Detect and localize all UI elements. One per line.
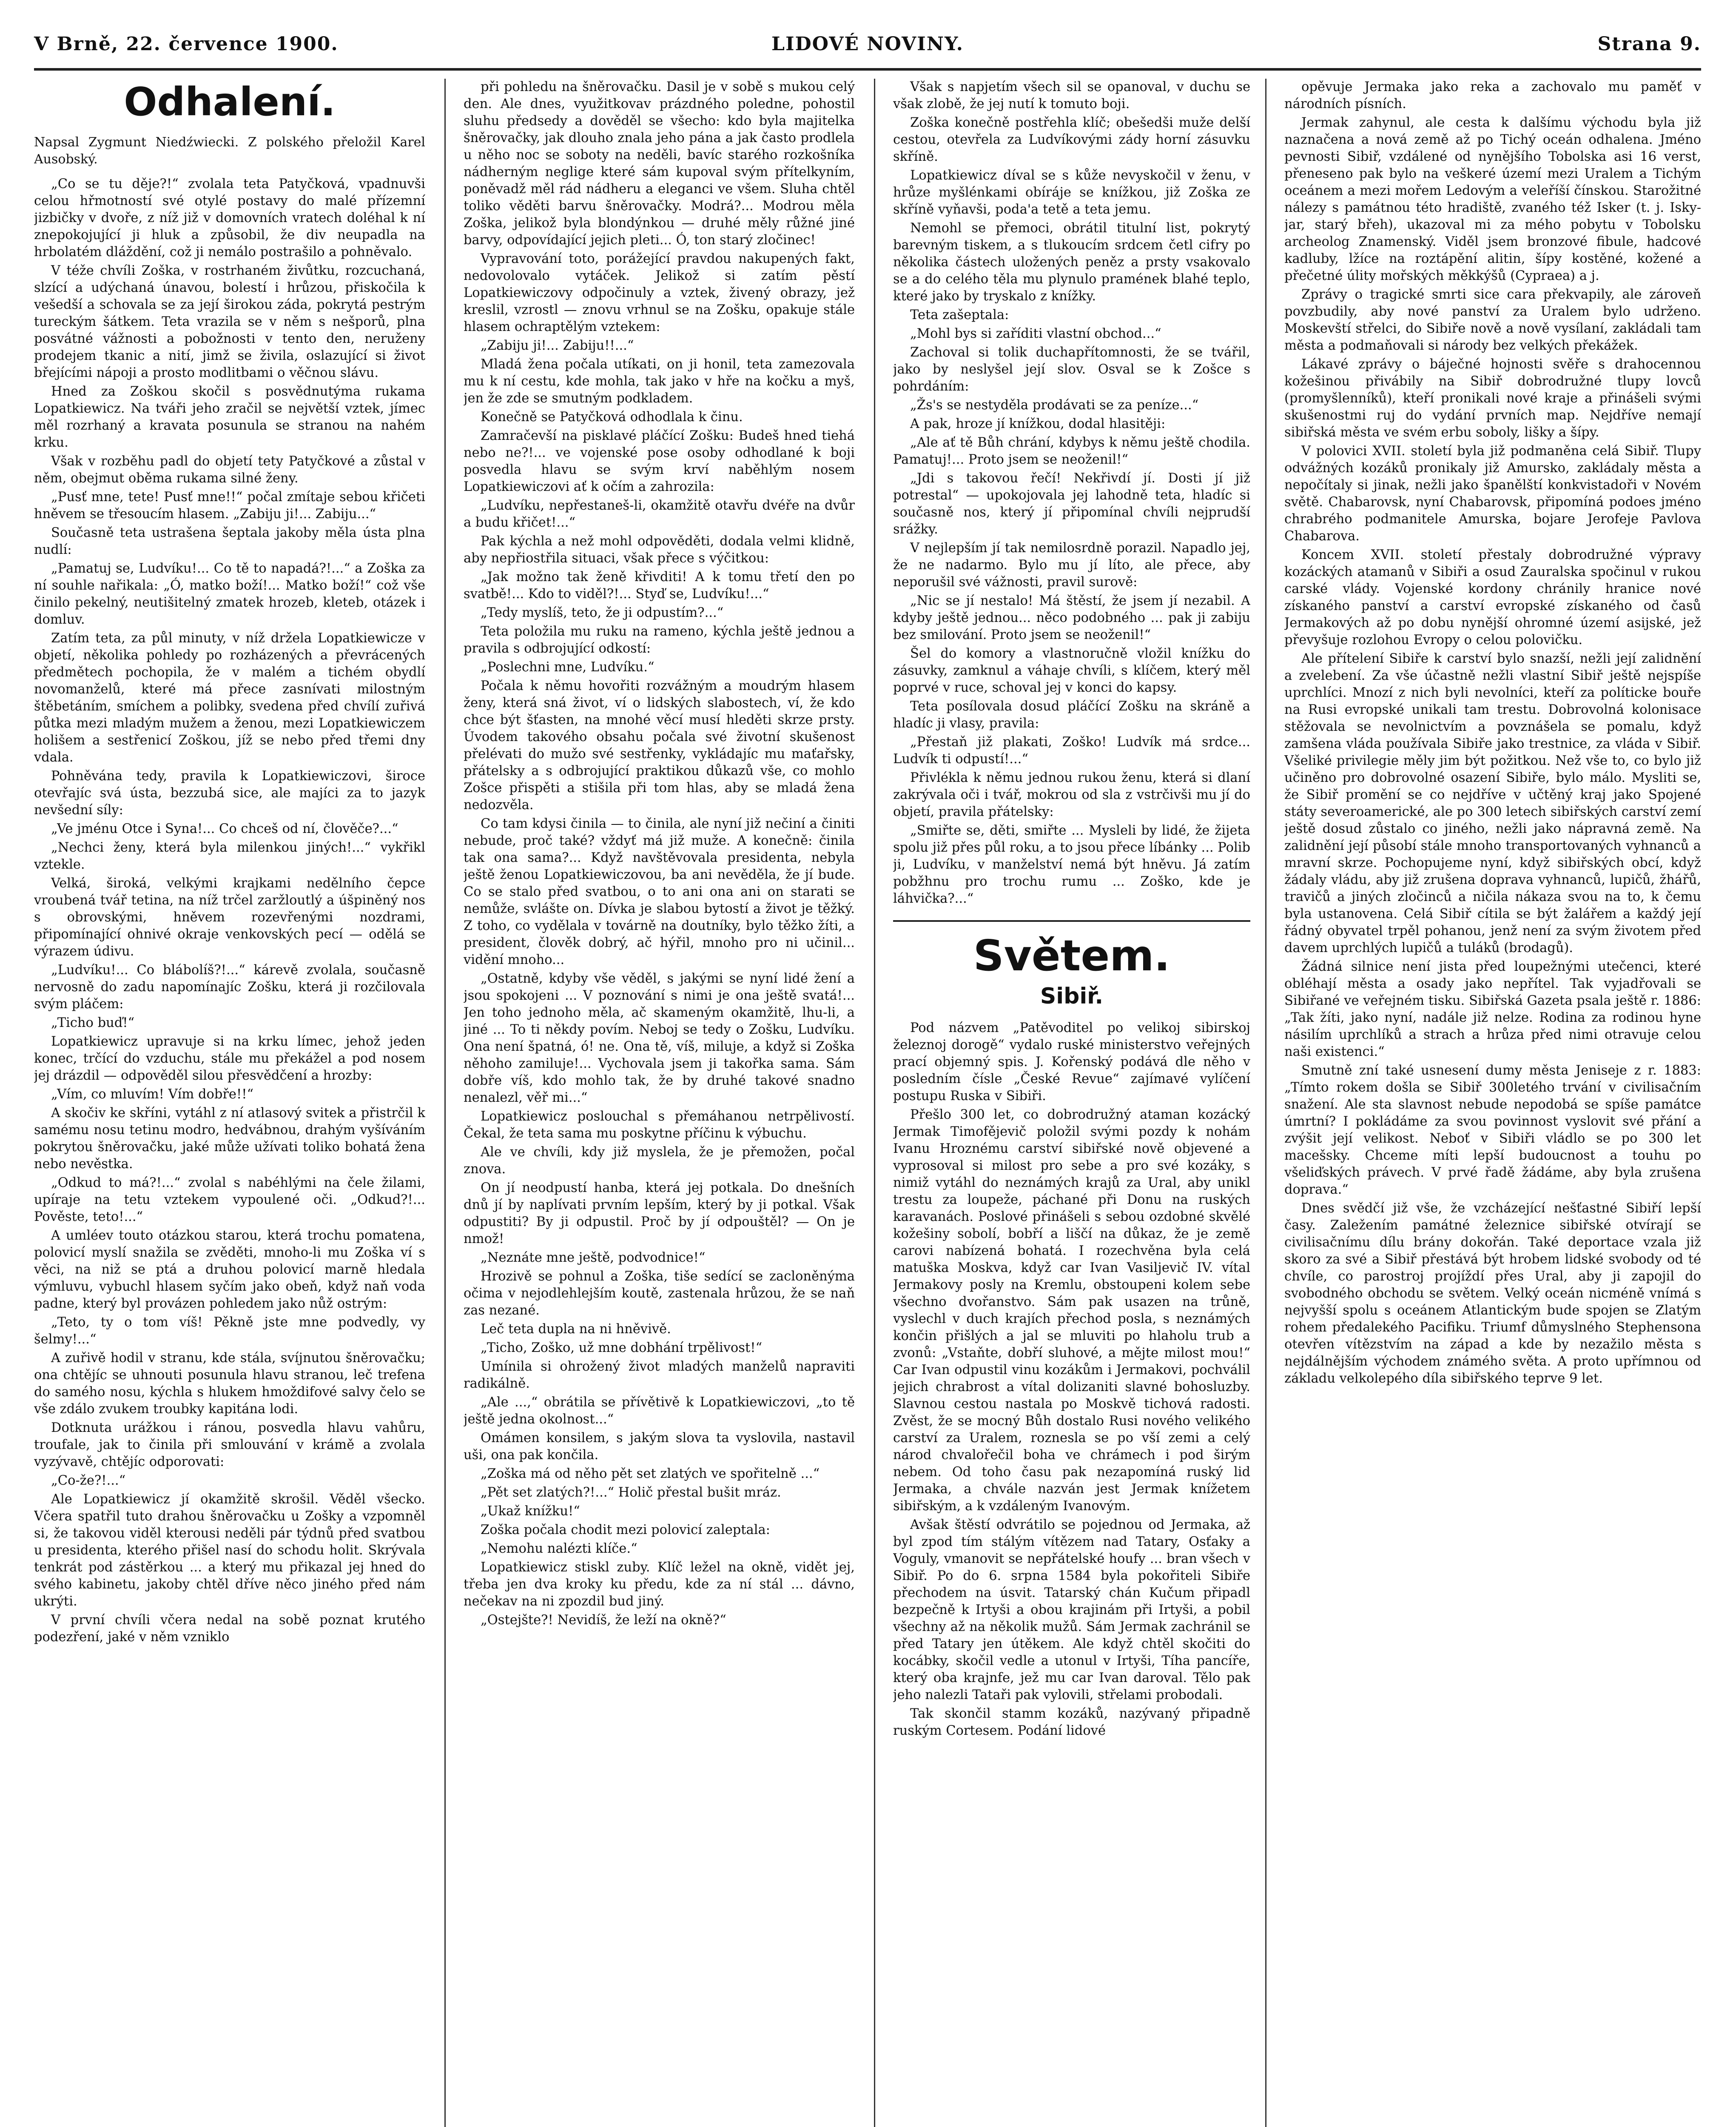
paragraph: V polovici XVII. století byla již podmaněna celá Sibiř. Tlupy odvážných kozáků pronikaly již Amursko, zakládaly města a nepočítaly si jinak, nežli jako španělští konkvistadoři v Novém světě. Chabarovsk, nyní Chabarovsk, připomíná podoes jméno chrabrého podmanitele Amurska, bojare Jerofeje Pavlova Chabarova. xyxy=(1284,444,1701,544)
paragraph: Žádná silnice není jista před loupežnými utečenci, které obléhají města a osady jako nepřítel. Tak vyjadřovali se Sibiřané ve veřejném tisku. Sibiřská Gazeta psala ještě r. 1886: „Tak žíti, jako nyní, nadále již nelze. Rodina za rodinou hyne násilím uprchlíků a strach a hrůza před nimi otravuje celou naši existenci.“ xyxy=(1284,959,1701,1059)
column-divider xyxy=(874,79,875,2127)
paragraph: „Ludvíku, nepřestaneš-li, okamžitě otavřu dvéře na dvůr a budu křičet!...“ xyxy=(464,498,855,530)
paragraph: Ale ve chvíli, kdy již myslela, že je přemožen, počal znova. xyxy=(464,1145,855,1177)
paragraph: „Ostejšte?! Nevidíš, že leží na okně?“ xyxy=(481,1613,726,1628)
paragraph: Zprávy o tragické smrti sice cara překvapily, ale zároveň povzbudily, aby nové panství za Uralem bylo udrženo. Moskevští střelci, do Sibiře nově a nově vysílaní, zakládali tam města a podmaňovali si národy bez velkých překážek. xyxy=(1284,287,1701,353)
paragraph: „Ale ať tě Bůh chrání, kdybys k němu ještě chodila. Pamatuj!... Proto jsem se neoženil!“ xyxy=(893,435,1250,467)
column-divider xyxy=(1265,79,1266,2127)
paragraph: A pak, hroze jí knížkou, dodal hlasitěji: xyxy=(910,416,1166,431)
paragraph: Velká, široká, velkými krajkami nedělního čepce vroubená tvář tetina, na níž trčel zaržloutlý a úšpiněný nos s obrovskými, hněvem rozevřenými nozdrami, připomínající ohnivé okraje venkovských pecí — odělá se výrazem údivu. xyxy=(34,876,425,959)
paragraph: V nejlepším jí tak nemilosrdně porazil. Napadlo jej, že ne nadarmo. Bylo mu jí líto, ale přece, aby neporušil své vážnosti, pravil surově: xyxy=(893,541,1250,590)
paragraph: Leč teta dupla na ni hněvivě. xyxy=(481,1322,671,1337)
siberia-article-continued xyxy=(1284,79,1701,1387)
page-number: Strana 9. xyxy=(1597,33,1701,55)
header-date: V Brně, 22. července 1900. xyxy=(34,33,339,55)
paragraph: A zuřivě hodil v stranu, kde stála, svíjnutou šněrovačku; ona chtějíc se uhnouti posunula hlavu stranou, leč trefena do samého nosu, kýchla s hlukem hmoždifové salvy čelo se vše zdálo zvukem troubky kapitána lodi. xyxy=(34,1351,425,1417)
paragraph: Lopatkiewicz stiskl zuby. Klíč ležel na okně, vidět jej, třeba jen dva kroky ku předu, kde za ní stál ... dávno, nečekav na ni zpozdil bud jiný. xyxy=(464,1560,855,1609)
paragraph: „Co se tu děje?!“ zvolala teta Patyčková, vpadnuvši celou hřmotností své otylé postavy do malé přízemní jizbičky v dvoře, z níž již v domovních vratech doléhal k ní znepokojující ji hluk a způsobil, že div neupadla na hrbolatém dláždění, což ji nemálo postrašilo a pohněvalo. xyxy=(34,177,425,259)
paragraph: Lopatkiewicz díval se s kůže nevyskočil v ženu, v hrůze myšlénkami obíráje se knížkou, již Zoška ze skříně vyňavši, poda'a tetě a teta jemu. xyxy=(893,168,1250,217)
paragraph: „Ticho, Zoško, už mne dobhání trpělivost!“ xyxy=(481,1340,763,1355)
paragraph: Jermak zahynul, ale cesta k dalšímu východu byla již naznačena a nová země až po Tichý oceán odhalena. Jméno pevnosti Sibiř, vzdálené od nynějšího Tobolska asi 16 verst, přeneseno pak bylo na veškeré území mezi Uralem a Tichým oceánem a mezi mořem Ledovým a veleříší čínskou. Starožitné nálezy s památnou této hradiště, zvaného též Isker (t. j. Isky-jar, starý břeh), ukazoval mi za mého pobytu v Tobolsku archeolog Znamenský. Viděl jsem bronzové fibule, hadcové kadluby, lžíce na roztápění alitin, šípy kostěné, kožené a přečetné úlity mořských měkkýšů (Cypraea) a j. xyxy=(1284,115,1701,283)
paragraph: Zatím teta, za půl minuty, v níž držela Lopatkiewicze v objetí, několika pohledy po rozházených a převrácených předmětech pochopila, že v malém a tichém obydlí novomanželů, které má přece zasnívati milostným štěbetáním, smíchem a polibky, svedena před chvílí zuřivá půtka mezi mladým mužem a ženou, mezi Lopatkiewiczem holišem a sestřenicí Zoškou, jíž se nebo před třemi dny vdala. xyxy=(34,631,425,765)
story-body-1 xyxy=(34,176,425,1646)
column-1 xyxy=(34,79,425,2127)
paragraph: Přivlékla k němu jednou rukou ženu, která si dlaní zakrývala oči i tvář, mokrou od sla z vstrčivši mu jí do objetí, pravila přátelsky: xyxy=(893,770,1250,819)
paragraph: Konečně se Patyčková odhodlala k činu. xyxy=(481,410,743,425)
paragraph: Dotknuta urážkou i ránou, posvedla hlavu vahůru, troufale, jak to činila při smlouvání v krámě a zvolala vyzývavě, chtějíc odporovati: xyxy=(34,1420,425,1469)
paragraph: „Zabiju ji!... Zabiju!!...“ xyxy=(481,338,634,353)
paragraph: Ale Lopatkiewicz jí okamžitě skrošil. Věděl všecko. Včera spatřil tuto drahou šněrovačku u Zošky a vzpomněl si, že takovou viděl kterousi neděli pár týdnů před svatbou u presidenta, kterého přišel nasí do schodu holit. Skrývala tenkrát pod zástěrkou ... a který mu přikazal jej hned do svého kabinetu, jakoby chtěl dříve něco jiného před nám ukrýti. xyxy=(34,1492,425,1609)
paragraph: V téže chvíli Zoška, v rostrhaném živůtku, rozcuchaná, slzící a udýchaná únavou, bolestí i hrůzou, přiskočila k vešedší a schovala se za její širokou záda, pokrytá pestrým tureckým šátkem. Teta vrazila se v něm s nešporů, plna posvátné vážnosti a pobožnosti v tento den, neruženy prodejem tkanic a nití, jimž se živila, oslazující si život břejícími nápoji a prosto modlitbami o věčnou slávu. xyxy=(34,263,425,380)
paragraph: Nemohl se přemoci, obrátil titulní list, pokrytý barevným tiskem, a s tlukoucím srdcem četl cifry po několika částech uložených peněz a prsty vsakovalo se a do celého těla mu plynulo pramének blahé teplo, které jako by tryskalo z knížky. xyxy=(893,221,1250,304)
paragraph: „Žs's se nestyděla prodávati se za peníze...“ xyxy=(910,398,1199,413)
paragraph: V první chvíli včera nedal na sobě poznat krutého podezření, jaké v něm vzniklo xyxy=(34,1613,425,1645)
paragraph: „Co-že?!...“ xyxy=(51,1473,126,1488)
paragraph: Lákavé zprávy o báječné hojnosti svěře s drahocennou kožešinou přivábily na Sibiř dobrodružné tlupy lovců (promyšlenníků), kteří pronikali nové kraje a přinášeli svými skušenostmi ruj do vydání prvních map. Nejdříve nemají sibiřská města ve svém erbu soboly, lišky a šípy. xyxy=(1284,357,1701,440)
story-byline: Napsal Zygmunt Niedźwiecki. Z polského přeložil Karel Ausobský. xyxy=(34,135,425,167)
paragraph: Pod názvem „Patěvoditel po velikoj sibirskoj železnoj dorogě“ vydalo ruské ministerstvo veřejných prací objemný spis. J. Kořenský podává dle něho v posledním čísle „České Revue“ zajímavé vylíčení postupu Ruska v Sibiři. xyxy=(893,1021,1250,1103)
siberia-article-body xyxy=(893,1020,1250,1739)
paragraph: Lopatkiewicz poslouchal s přemáhanou netrpělivostí. Čekal, že teta sama mu poskytne příčinu k výbuchu. xyxy=(464,1109,855,1141)
column-divider xyxy=(444,79,446,2127)
paragraph: „Tedy myslíš, teto, že ji odpustím?...“ xyxy=(481,605,724,620)
paragraph: Přešlo 300 let, co dobrodružný ataman kozácký Jermak Timofějevič položil svými pozdy k nohám Ivanu Hroznému carství sibiřské nově objevené a vyprosoval si milost pro sebe a pro své kozáky, s nimiž vytáhl do neznámých krajů za Ural, aby unikl trestu za loupeže, páchané při Donu na ruských karavanách. Poslové přinášeli s sebou ozdobné skvělé kožešiny sobolí, bobří a liščí na důkaz, že je země carovi nabízená bohatá. I rozechvěna byla celá matuška Moskva, když car Ivan Vasiljevič IV. vítal Jermakovy posly na Kremlu, obstoupeni kolem sebe všechno dvořanstvo. Sám pak usazen na trůně, vyslechl v duch krajích přechod posla, s neznámých končin přišlých a jal se mluviti po hlaholu trub a zvonů: „Vstaňte, dobří sluhové, a mějte milost mou!“ Car Ivan odpustil vinu kozákům i Jermakovi, pochválil jejich chrabrost a vítal dolizaniti slavné bohosluzby. Slavnou cestou nastala po Moskvě tichová radosti. Zvěst, že se mocný Bůh dostalo Rusi nového velikého carství za Uralem, roznesla se po vší zemi a celý národ chvalořečil boha ve chrámech i pod širým nebem. Od toho času pak nezapomíná ruský lid Jermaka, a chvále nazván jest Jermak knížetem sibiřským, a k vzdáleným Ivanovým. xyxy=(893,1107,1250,1514)
paragraph: A umléev touto otázkou starou, která trochu pomatena, polovicí myslí snažila se zvěděti, mnoho-li mu Zoška ví s věci, na niž se ptá a druhou polovicí marně hledala výmluvu, vybuchl hlasem syčím jako obeň, když naň voda padne, který byl provázen pohledem jako nůž ostrým: xyxy=(34,1228,425,1311)
paragraph: Umínila si ohrožený život mladých manželů napraviti radikálně. xyxy=(464,1359,855,1391)
paragraph: Zachoval si tolik duchapřítomnosti, že se tvářil, jako by neslyšel její slov. Osval se k Zošce s pohrdáním: xyxy=(893,345,1250,394)
paragraph: při pohledu na šněrovačku. Dasil je v sobě s mukou celý den. Ale dnes, využitkovav prázdného poledne, pohostil sluhu předsedy a dověděl se všecho: kdo byla majitelka šněrovačky, jak dlouho znala jeho pána a jak často prodlela u něho noc se soboty na neděli, bavíc starého rozkošníka nádherným neglige které sám kupoval svým přítelkyním, poněvadž měl rád nádheru a eleganci ve všem. Sluha chtěl toliko věděti barvu šněrovačky. Modrá?... Modrou měla Zoška, jelikož byla blondýnkou — druhé měly růžné jiné barvy, odpovídající jejich pleti... Ó, ton starý zločinec! xyxy=(464,80,855,248)
paragraph: „Ale ...,“ obrátila se přívětivě k Lopatkiewiczovi, „to tě ještě jedna okolnost...“ xyxy=(464,1395,855,1427)
paragraph: opěvuje Jermaka jako reka a zachovalo mu paměť v národních písních. xyxy=(1284,80,1701,111)
paragraph: Pak kýchla a než mohl odpověděti, dodala velmi klidně, aby nepřiostřila situaci, však přece s výčitkou: xyxy=(464,534,855,566)
paragraph: Teta zašeptala: xyxy=(910,308,1009,322)
paragraph: „Ukaž knížku!“ xyxy=(481,1504,580,1519)
paragraph: „Odkud to má?!...“ zvolal s nabéhlými na čele žilami, upíraje na tetu vztekem vypoulené oči. „Odkud?!... Pověste, teto!...“ xyxy=(34,1175,425,1224)
paragraph: Zamračevší na pisklavé pláčící Zošku: Budeš hned tiehá nebo ne?!... ve vojenské pose osoby odhodlané k boji posvedla hlavu se svým krví naběhlým nosem Lopatkiewiczovi ať k očím a zahrozila: xyxy=(464,428,855,494)
paragraph: „Jdi s takovou řečí! Nekřivdí jí. Dosti jí již potrestal“ — upokojovala jej lahodně teta, hladíc si současně nos, který jí připomínal chvíli nejprudší srážky. xyxy=(893,471,1250,537)
paragraph: Pohněvána tedy, pravila k Lopatkiewiczovi, široce otevřajíc svá ústa, bezzubá sice, ale majíci za to jazyk nevšední síly: xyxy=(34,769,425,818)
story-body-3 xyxy=(893,79,1250,907)
paragraph: Mladá žena počala utíkati, on ji honil, teta zamezovala mu k ní cestu, kde mohla, tak jako v hře na kočku a myš, jen že zde se smutným podkladem. xyxy=(464,357,855,406)
paragraph: Zoška počala chodit mezi polovicí zaleptala: xyxy=(481,1523,770,1537)
paragraph: „Poslechni mne, Ludvíku.“ xyxy=(481,660,655,675)
paragraph: „Nic se jí nestalo! Má štěstí, že jsem jí nezabil. A kdyby ještě jednou... něco podobného ... pak ji zabiju bez smilování. Proto jsem se neoženil!“ xyxy=(893,593,1250,642)
paragraph: Hned za Zoškou skočil s posvědnutýma rukama Lopatkiewicz. Na tváři jeho zračil se největší vztek, jímec měl rozrhaný a kravata posunula se stranou na nahém krku. xyxy=(34,384,425,450)
paragraph: Tak skončil stamm kozáků, nazývaný připadně ruským Cortesem. Podání lidové xyxy=(893,1706,1250,1738)
paragraph: „Jak možno tak ženě křivditi! A k tomu třetí den po svatbě!... Kdo to viděl?!... Styď se, Ludvíku!...“ xyxy=(464,570,855,602)
paragraph: „Neznáte mne ještě, podvodnice!“ xyxy=(481,1250,706,1265)
story-body-2 xyxy=(464,79,855,1629)
paragraph: Však v rozběhu padl do objetí tety Patyčkové a zůstal v něm, obejmut oběma rukama silné ženy. xyxy=(34,454,425,486)
paragraph: Hrozivě se pohnul a Zoška, tiše sedící se zacloněnýma očima v nejodlehlejším koutě, zastenala hrůzou, že se naň zas nezané. xyxy=(464,1269,855,1318)
page-header xyxy=(34,30,1701,71)
paragraph: Dnes svědčí již vše, že vzcházející nešťastné Sibiří lepší časy. Zaležením památné železnice sibiřské otvírají se civilisačnímu dílu brány dokořán. Také deportace vzala již skoro za své a Sibiř přestává být hrobem lidské svobody od té chvíle, co parostroj projíždí přes Ural, aby ji zapojil do svobodného obchodu se světem. Velký oceán nicméně vnímá s nejvyšší spolu s oceánem Atlantickým bude spojen se Zlatým rohem předalekého Pacifiku. Triumf důmyslného Stephensona otevřen vítězstvím na západ a kde by nezažilo města s nejdálnějším východem známého světa. A proto upřímnou od základu velkolepého díla sibiřského teprve 9 let. xyxy=(1284,1201,1701,1386)
column-4 xyxy=(1284,79,1701,2127)
paragraph: „Pamatuj se, Ludvíku!... Co tě to napadá?!...“ a Zoška za ní souhle nařikala: „Ó, matko boží!... Matko boží!“ což vše činilo pekelný, neutišitelný zmatek hrozeb, kleteb, otázek i domluv. xyxy=(34,561,425,627)
paragraph: „Přestaň již plakati, Zoško! Ludvík má srdce... Ludvík ti odpustí!...“ xyxy=(893,735,1250,767)
paragraph: „Ve jménu Otce i Syna!... Co chceš od ní, člověče?...“ xyxy=(51,821,398,836)
paragraph: Lopatkiewicz upravuje si na krku límec, jehož jeden konec, trčící do vzduchu, stále mu překážel a pod nosem jej drázdil — odpověděl silou přesvědčení a hrozby: xyxy=(34,1034,425,1083)
section-subtitle: Sibiř. xyxy=(1040,984,1104,1009)
paragraph: A skočiv ke skříni, vytáhl z ní atlasový svitek a přistrčil k samému nosu tetinu modro, hedvábnou, drahým vyšíváním pokrytou šněrovačku, jaké může užívati toliko bohatá žena nebo nevěstka. xyxy=(34,1106,425,1172)
paragraph: „Ostatně, kdyby vše věděl, s jakými se nyní lidé žení a jsou spokojeni ... V poznování s nimi je ona ještě svatá!... Jen toho jednoho měla, ač skameným okamžitě, lhu-li, a jiné ... To ti někdy povím. Neboj se tedy o Zošku, Ludvíku. Ona není špatná, ó! ne. Ona tě, víš, miluje, a když si Zoška něhoho zamiluje!... Vychovala jsem ji takořka sama. Sám dobře víš, kdo mohlo tak, že by druhé takové snadno nenalezl, věř mi...“ xyxy=(464,971,855,1105)
paragraph: „Pusť mne, tete! Pusť mne!!“ počal zmítaje sebou křičeti hněvem se třesoucím hlasem. „Zabiju ji!... Zabiju...“ xyxy=(34,490,425,522)
paragraph: Zoška konečně postřehla klíč; obešedši muže delší cestou, otevřela za Ludvíkovými zády horní zásuvku skříně. xyxy=(893,115,1250,164)
paragraph: Smutně zní také usnesení dumy města Jeniseje z r. 1883: „Tímto rokem došla se Sibiř 300letého trvání v civilisačním snažení. Ale sta slavnost nebude nepodobá se spíše památce úmrtní? I pokládáme za svou povinnost vyslovit své přání a zvýšit její velikost. Neboť v Sibiři vládlo se po 300 let macešsky. Chceme míti lepší budoucnost a touhu po všeliďských právech. V prvé řadě žádáme, aby byla zrušena doprava.“ xyxy=(1284,1063,1701,1197)
paragraph: Avšak štěstí odvrátilo se pojednou od Jermaka, až byl zpod tím stálým vítězem nad Tatary, Osťaky a Voguly, vmanovit se nepřátelské houfy ... bran všech v Sibiř. Po do 6. srpna 1584 byla pokořiteli Sibiře přechodem na úsvit. Tatarský chán Kučum připadl bezpečně k Irtyši a obou krajinám při Irtyši, a pobil všechny až na několik mužů. Sám Jermak zachránil se před Tatary jen útěkem. Ale když chtěl skočiti do kocábky, skočil vedle a utonul v Irtyši, Tíha pancíře, který oba krajnfe, jež mu car Ivan daroval. Tělo pak jeho nalezli Tataři pak vylovili, střelami probodali. xyxy=(893,1517,1250,1702)
paragraph: „Mohl bys si zaříditi vlastní obchod...“ xyxy=(910,326,1161,341)
paragraph: Ale přítelení Sibiře k carství bylo snazší, nežli její zalidnění a zvelebení. Za vše účastně nežli vlastní Sibiř ještě nejspíše uprchlíci. Mnozí z nich byli nevolníci, kteří za políticke bouře na Rusi evropské unikali tam trestu. Dobrovolná kolonisace stěžovala se nevolnictvím a povznášela se pomalu, když zamšena vláda používala Sibiře jako trestnice, za vláda v Sibiř. Všeliké privilegie měly jim být požitkou. Než vše to, co bylo již učiněno pro dobrovolné osazení Sibiře, bylo málo. Mysliti se, že Sibiř promění se co nejdříve v učtěný kraj jako Spojené státy severoamerické, ale po 300 letech sibiřských carství zemí ještě dosud zůstalo co jiného, nežli jako nápravná země. Na zalidnění její působí stále mnoho transportovaných vyhnanců a mravní skrze. Pochopujeme nyní, když sibiřských obcí, když žádaly vládu, aby již zrušena doprava vyhnanců, lupičů, žhářů, travičů a jiných zločinců a ničila nákaza svou na to, k čemu byla ustanovena. Celá Sibiř cítila se být žalářem a každý její řádný obyvatel trpěl pohanou, jenž není za svým životem před davem uprchlých lupičů a tuláků (brodagů). xyxy=(1284,651,1701,955)
paragraph: Teta položila mu ruku na rameno, kýchla ještě jednou a pravila s odbrojující odkostí: xyxy=(464,624,855,656)
paragraph: „Zoška má od něho pět set zlatých ve spořitelně ...“ xyxy=(481,1466,820,1481)
paragraph: „Ticho buď!“ xyxy=(51,1015,135,1030)
paragraph: Koncem XVII. století přestaly dobrodružné výpravy kozáckých atamanů v Sibiři a osud Zauralska spočinul v rukou carské vlády. Vojenské kordony chránily hranice nové získaného panství a carství evropské získaného od časů Jermakových až po dobu nynější ohromné území asijské, jež převyšuje rozlohou Evropy o celou polovičku. xyxy=(1284,547,1701,647)
paragraph: „Nechci ženy, která byla milenkou jiných!...“ vykřikl vztekle. xyxy=(34,840,425,872)
section-title: Světem. xyxy=(893,920,1250,981)
paragraph: „Teto, ty o tom víš! Pěkně jste mne podvedly, vy šelmy!...“ xyxy=(34,1315,425,1347)
paragraph: Šel do komory a vlastnoručně vložil knížku do zásuvky, zamknul a váhaje chvíli, s klíčem, který měl poprvé v ruce, schoval jej v konci do kapsy. xyxy=(893,646,1250,695)
story-title: Odhalení. xyxy=(124,79,336,125)
paragraph: „Pět set zlatých?!...“ Holič přestal bušit mráz. xyxy=(481,1485,781,1500)
column-3 xyxy=(893,79,1250,2127)
paragraph: Počala k němu hovořiti rozvážným a moudrým hlasem ženy, která sná život, ví o lidských slabostech, ví, že kdo chce být šťasten, na mnohé věcí musí hleděti skrze prsty. Úvodem takového obsahu počala své životní skušenost přelévati do mužo své sestřenky, vykládajíc mu maťařsky, přátelsky a s odbrojující praktikou důkazů vše, co mohlo Zošce přispěti a stišila při tom hlas, aby se mladá žena nedozvěla. xyxy=(464,679,855,813)
newspaper-title: LIDOVÉ NOVINY. xyxy=(771,33,964,55)
paragraph: Vypravování toto, porážející pravdou nakupených fakt, nedovolovalo vytáček. Jelikož si zatím pěstí Lopatkiewiczovy odpočinuly a vztek, živený obrazy, jež kreslil, vzrostl — znovu vrhnul se na Zošku, opakuje stále hlasem ochraptělým vztekem: xyxy=(464,251,855,334)
paragraph: Současně teta ustrašena šeptala jakoby měla ústa plna nudlí: xyxy=(34,525,425,557)
paragraph: Však s napjetím všech sil se opanoval, v duchu se však zlobě, že jej nutí k tomuto boji. xyxy=(893,80,1250,111)
paragraph: „Smiřte se, děti, smiřte ... Mysleli by lidé, že žijeta spolu již přes půl roku, a to jsou přece líbánky ... Polib ji, Ludvíku, v manželství nemá být hněvu. Já zatím pobžhnu pro trochu rumu ... Zoško, kde je láhvička?...“ xyxy=(893,823,1250,906)
paragraph: „Vím, co mluvím! Vím dobře!!“ xyxy=(51,1087,254,1102)
column-2 xyxy=(464,79,855,2127)
paragraph: Teta posílovala dosud pláčící Zošku na skráně a hladíc ji vlasy, pravila: xyxy=(893,699,1250,731)
paragraph: „Ludvíku!... Co blábolíš?!...“ kárevě zvolala, současně nervosně do zadu napomínajíc Zošku, která ji rozčilovala svým pláčem: xyxy=(34,963,425,1012)
paragraph: „Nemohu nalézti klíče.“ xyxy=(481,1541,637,1556)
paragraph: On jí neodpustí hanba, která jej potkala. Do dnešních dnů jí by naplívati prvním lepším, který by ji potkal. Však odpustiti? By ji odpustil. Proč by jí odpouštěl? — On je nmož! xyxy=(464,1180,855,1246)
paragraph: Omámen konsilem, s jakým slova ta vyslovila, nastavil uši, ona pak končila. xyxy=(464,1431,855,1463)
paragraph: Co tam kdysi činila — to činila, ale nyní již nečiní a činiti nebude, proč také? vždyť má již muže. A konečně: činila tak ona sama?... Když navštěvovala presidenta, nebyla ještě ženou Lopatkiewiczovou, ba ani nevěděla, že jí bude. Co se stalo před svatbou, o to ani ona ani on starati se nemůže, svlášte on. Dívka je slabou bytostí a život je těžký. Z toho, co vydělala v továrně na doutníky, bylo těžko žíti, a president, člověk dobrý, ač hýřil, mnoho pro ni učinil... vidění mnoho... xyxy=(464,816,855,967)
